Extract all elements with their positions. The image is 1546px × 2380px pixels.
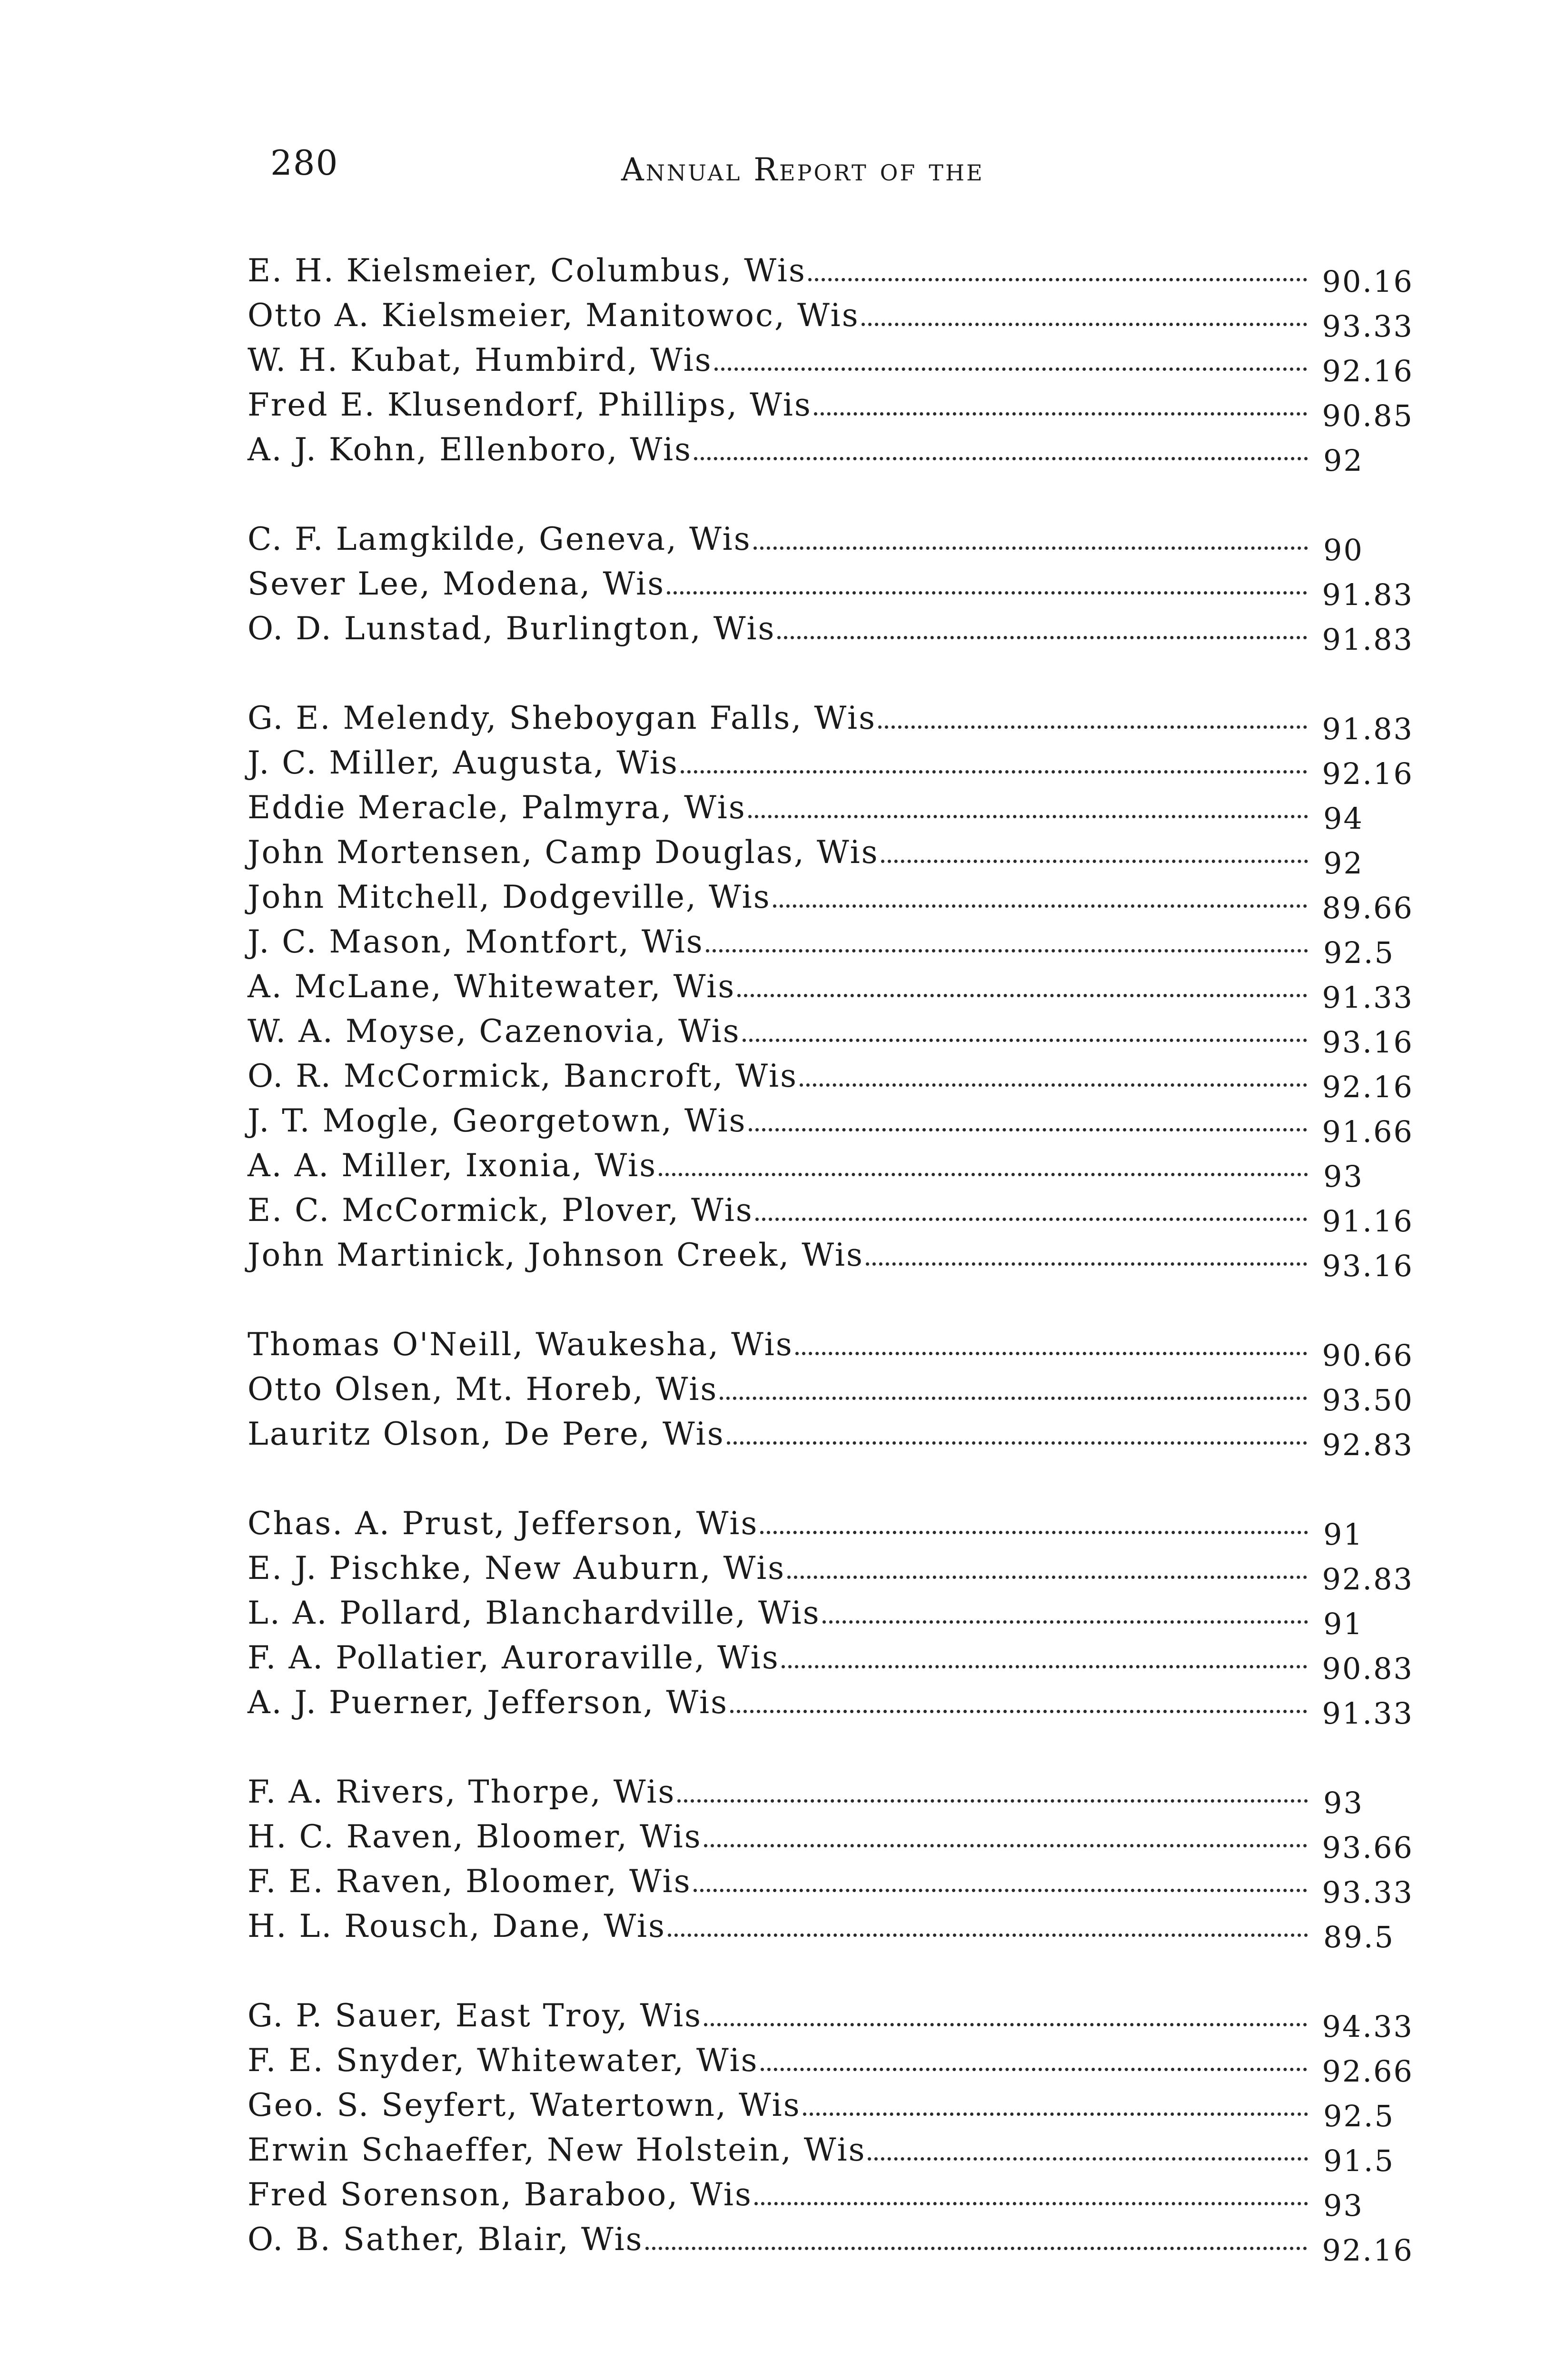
entry-name: Thomas O'Neill, Waukesha, Wis: [248, 1326, 793, 1363]
entry-score: 91.16: [1322, 1204, 1414, 1239]
score-list: [248, 252, 1414, 2311]
entry-name: Sever Lee, Modena, Wis: [248, 565, 665, 602]
dot-leader: [814, 412, 1307, 416]
dot-leader: [773, 904, 1307, 908]
dot-leader: [645, 2247, 1307, 2250]
list-item: [248, 565, 1414, 610]
dot-leader: [800, 1083, 1307, 1087]
dot-leader: [862, 323, 1307, 326]
list-item: [248, 1774, 1414, 1818]
dot-leader: [761, 2068, 1307, 2071]
list-item: [248, 2042, 1414, 2087]
list-item: [248, 1102, 1414, 1147]
entry-name: Otto Olsen, Mt. Horeb, Wis: [248, 1371, 718, 1408]
list-item: [248, 1908, 1414, 1953]
list-item: [248, 431, 1414, 476]
entry-score: 91: [1323, 1517, 1364, 1552]
entry-name: F. E. Snyder, Whitewater, Wis: [248, 2042, 759, 2079]
entry-score: 92.83: [1322, 1428, 1414, 1462]
dot-leader: [667, 591, 1307, 595]
entry-name: O. B. Sather, Blair, Wis: [248, 2221, 644, 2258]
dot-leader: [720, 1397, 1307, 1400]
entry-name: E. J. Pischke, New Auburn, Wis: [248, 1550, 786, 1587]
entry-name: J. C. Miller, Augusta, Wis: [248, 744, 679, 781]
dot-leader: [714, 367, 1307, 371]
list-item: [248, 1550, 1414, 1595]
entry-score: 90.16: [1322, 264, 1414, 299]
entry-name: A. McLane, Whitewater, Wis: [248, 968, 736, 1005]
entry-group: [248, 1505, 1414, 1729]
entry-group: [248, 252, 1414, 476]
dot-leader: [866, 1262, 1307, 1266]
entry-score: 93.33: [1322, 1875, 1414, 1910]
entry-name: A. J. Kohn, Ellenboro, Wis: [248, 431, 693, 468]
entry-score: 92.16: [1322, 1070, 1414, 1104]
list-item: [248, 1237, 1414, 1281]
entry-name: John Mortensen, Camp Douglas, Wis: [248, 834, 879, 871]
entry-score: 90.66: [1322, 1338, 1414, 1373]
dot-leader: [694, 457, 1308, 460]
entry-group: [248, 1997, 1414, 2266]
list-item: [248, 789, 1414, 834]
entry-score: 91.83: [1322, 622, 1414, 657]
entry-score: 94.33: [1322, 2009, 1414, 2044]
entry-name: F. A. Pollatier, Auroraville, Wis: [248, 1639, 780, 1676]
list-item: [248, 2221, 1414, 2266]
list-item: [248, 1416, 1414, 1460]
list-item: [248, 1505, 1414, 1550]
entry-score: 92.5: [1323, 935, 1395, 970]
entry-score: 92.83: [1322, 1562, 1414, 1597]
dot-leader: [868, 2157, 1308, 2161]
dot-leader: [659, 1173, 1308, 1176]
list-item: [248, 744, 1414, 789]
entry-score: 91: [1323, 1606, 1364, 1641]
entry-score: 92.16: [1322, 756, 1414, 791]
entry-name: Eddie Meracle, Palmyra, Wis: [248, 789, 746, 826]
entry-score: 91.5: [1323, 2143, 1395, 2178]
list-item: [248, 968, 1414, 1013]
dot-leader: [704, 1844, 1307, 1847]
list-item: [248, 879, 1414, 923]
list-item: [248, 1684, 1414, 1729]
list-item: [248, 1058, 1414, 1102]
dot-leader: [681, 770, 1307, 774]
dot-leader: [743, 1039, 1307, 1042]
dot-leader: [694, 1889, 1307, 1892]
entry-name: John Martinick, Johnson Creek, Wis: [248, 1237, 864, 1273]
entry-group: [248, 1774, 1414, 1953]
entry-score: 93.16: [1322, 1025, 1414, 1060]
entry-name: Fred Sorenson, Baraboo, Wis: [248, 2176, 753, 2213]
dot-leader: [704, 2023, 1307, 2026]
entry-name: F. A. Rivers, Thorpe, Wis: [248, 1774, 676, 1810]
list-item: [248, 1818, 1414, 1863]
dot-leader: [795, 1352, 1307, 1355]
dot-leader: [787, 1576, 1307, 1579]
entry-name: Erwin Schaeffer, New Holstein, Wis: [248, 2132, 866, 2168]
entry-name: Geo. S. Seyfert, Watertown, Wis: [248, 2087, 801, 2123]
entry-score: 91.83: [1322, 712, 1414, 746]
dot-leader: [677, 1799, 1308, 1803]
entry-score: 89.5: [1323, 1920, 1395, 1954]
dot-leader: [823, 1620, 1308, 1624]
entry-score: 93: [1323, 1159, 1364, 1194]
dot-leader: [777, 636, 1307, 639]
entry-name: C. F. Lamgkilde, Geneva, Wis: [248, 521, 752, 557]
dot-leader: [760, 1531, 1308, 1534]
entry-name: A. J. Puerner, Jefferson, Wis: [248, 1684, 728, 1721]
list-item: [248, 1326, 1414, 1371]
list-item: [248, 342, 1414, 387]
list-item: [248, 834, 1414, 879]
entry-score: 90.85: [1322, 398, 1414, 433]
entry-name: L. A. Pollard, Blanchardville, Wis: [248, 1595, 821, 1631]
entry-name: John Mitchell, Dodgeville, Wis: [248, 879, 771, 915]
entry-group: [248, 700, 1414, 1281]
entry-name: A. A. Miller, Ixonia, Wis: [248, 1147, 657, 1184]
entry-name: F. E. Raven, Bloomer, Wis: [248, 1863, 692, 1900]
entry-name: W. H. Kubat, Humbird, Wis: [248, 342, 713, 378]
entry-name: G. P. Sauer, East Troy, Wis: [248, 1997, 703, 2034]
entry-group: [248, 521, 1414, 655]
entry-score: 91.33: [1322, 1696, 1414, 1731]
entry-score: 93.50: [1322, 1383, 1414, 1418]
entry-score: 92.16: [1322, 2233, 1414, 2268]
page-number: 280: [270, 143, 339, 183]
entry-name: E. C. McCormick, Plover, Wis: [248, 1192, 753, 1229]
dot-leader: [749, 1128, 1307, 1131]
dot-leader: [782, 1665, 1307, 1668]
list-item: [248, 297, 1414, 342]
list-item: [248, 1013, 1414, 1058]
list-item: [248, 923, 1414, 968]
list-item: [248, 1639, 1414, 1684]
list-item: [248, 1863, 1414, 1908]
entry-name: Fred E. Klusendorf, Phillips, Wis: [248, 387, 812, 423]
dot-leader: [878, 725, 1307, 729]
entry-score: 93: [1323, 1785, 1364, 1820]
dot-leader: [748, 815, 1308, 818]
dot-leader: [808, 278, 1307, 281]
entry-name: O. R. McCormick, Bancroft, Wis: [248, 1058, 798, 1094]
dot-leader: [755, 1218, 1307, 1221]
entry-group: [248, 1326, 1414, 1460]
dot-leader: [668, 1934, 1308, 1937]
dot-leader: [881, 860, 1308, 863]
entry-name: Lauritz Olson, De Pere, Wis: [248, 1416, 725, 1452]
list-item: [248, 1147, 1414, 1192]
entry-score: 89.66: [1322, 891, 1414, 925]
entry-name: J. T. Mogle, Georgetown, Wis: [248, 1102, 747, 1139]
dot-leader: [754, 2202, 1308, 2205]
entry-score: 91.83: [1322, 577, 1414, 612]
list-item: [248, 2132, 1414, 2176]
entry-score: 90: [1323, 533, 1364, 567]
entry-score: 93.66: [1322, 1830, 1414, 1865]
entry-name: Otto A. Kielsmeier, Manitowoc, Wis: [248, 297, 860, 334]
entry-name: Chas. A. Prust, Jefferson, Wis: [248, 1505, 759, 1542]
list-item: [248, 610, 1414, 655]
entry-name: J. C. Mason, Montfort, Wis: [248, 923, 704, 960]
list-item: [248, 700, 1414, 744]
running-head: Annual Report of the: [621, 151, 984, 188]
list-item: [248, 2176, 1414, 2221]
entry-name: H. C. Raven, Bloomer, Wis: [248, 1818, 702, 1855]
entry-name: W. A. Moyse, Cazenovia, Wis: [248, 1013, 741, 1050]
dot-leader: [730, 1710, 1307, 1713]
entry-name: E. H. Kielsmeier, Columbus, Wis: [248, 252, 806, 289]
entry-score: 92: [1323, 846, 1364, 881]
entry-score: 91.66: [1322, 1114, 1414, 1149]
dot-leader: [737, 994, 1307, 997]
entry-name: H. L. Rousch, Dane, Wis: [248, 1908, 666, 1944]
dot-leader: [706, 949, 1308, 952]
list-item: [248, 1371, 1414, 1416]
list-item: [248, 1997, 1414, 2042]
list-item: [248, 387, 1414, 431]
entry-score: 91.33: [1322, 980, 1414, 1015]
entry-score: 92.16: [1322, 354, 1414, 388]
list-item: [248, 1595, 1414, 1639]
entry-score: 92.5: [1323, 2099, 1395, 2133]
list-item: [248, 2087, 1414, 2132]
dot-leader: [753, 546, 1308, 550]
entry-score: 93.33: [1322, 309, 1414, 344]
entry-name: O. D. Lunstad, Burlington, Wis: [248, 610, 776, 647]
list-item: [248, 252, 1414, 297]
entry-score: 92: [1323, 443, 1364, 478]
entry-score: 94: [1323, 801, 1364, 836]
entry-score: 93.16: [1322, 1249, 1414, 1283]
dot-leader: [803, 2112, 1308, 2116]
entry-name: G. E. Melendy, Sheboygan Falls, Wis: [248, 700, 877, 736]
entry-score: 92.66: [1322, 2054, 1414, 2089]
dot-leader: [727, 1441, 1307, 1445]
list-item: [248, 521, 1414, 565]
entry-score: 90.83: [1322, 1651, 1414, 1686]
entry-score: 93: [1323, 2188, 1364, 2223]
list-item: [248, 1192, 1414, 1237]
